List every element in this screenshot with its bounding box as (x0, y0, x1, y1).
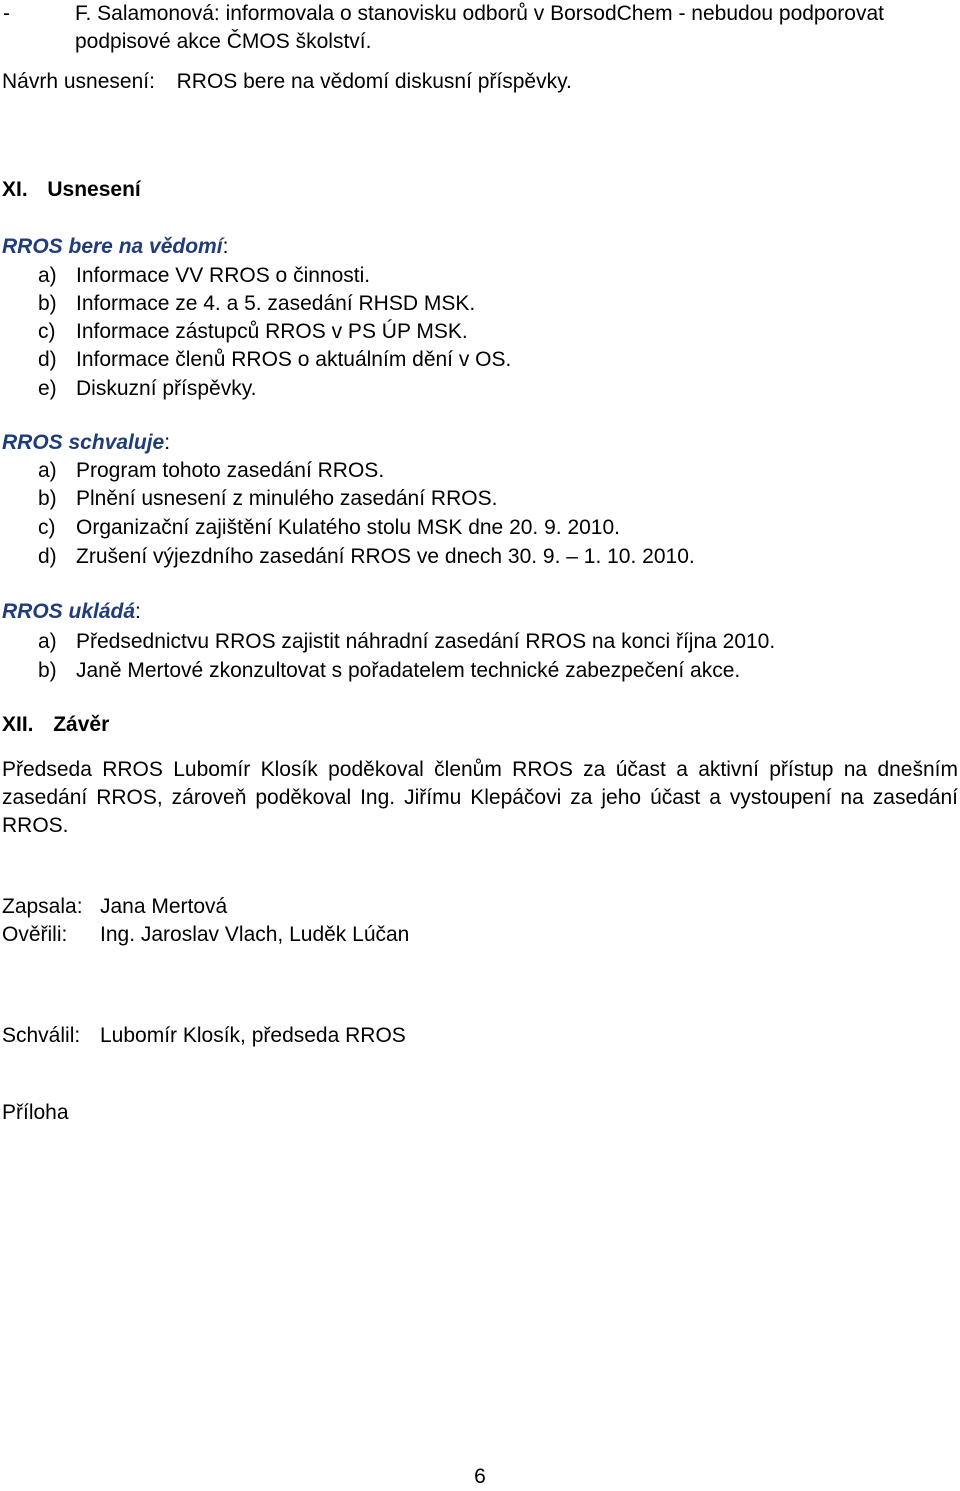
closing-paragraph: Předseda RROS Lubomír Klosík poděkoval členům RROS za účast a aktivní přístup na dnešním zasedání RROS, zároveň poděkoval Ing. Jiřímu Klepáčovi za jeho účast a vystoupení na zasedání RROS. (2, 758, 958, 837)
overili-value: Ing. Jaroslav Vlach, Luděk Lúčan (100, 923, 410, 946)
list-item: b) Plnění usnesení z minulého zasedání RROS. (38, 487, 498, 510)
list-item: b) Informace ze 4. a 5. zasedání RHSD MSK. (38, 292, 476, 315)
list-item: a) Informace VV RROS o činnosti. (38, 264, 371, 287)
schvaluje-heading (2, 429, 170, 457)
uklada-heading (2, 598, 141, 626)
section-xii-title: Závěr (53, 713, 110, 736)
intro-item-line2: podpisové akce ČMOS školství. (75, 30, 372, 53)
section-xi-heading (2, 176, 141, 204)
bere-heading-text: RROS bere na vědomí (2, 235, 223, 258)
list-item: b) Janě Mertové zkonzultovat s pořadatelem technické zabezpečení akce. (38, 659, 741, 682)
list-item: a) Program tohoto zasedání RROS. (38, 459, 385, 482)
schvaluje-heading-text: RROS schvaluje (2, 431, 165, 454)
section-xi-number: XI. (2, 178, 28, 201)
proposal-text: RROS bere na vědomí diskusní příspěvky. (176, 70, 572, 93)
list-item: e) Diskuzní příspěvky. (38, 377, 257, 400)
bere-colon: : (222, 235, 229, 258)
proposal-line (2, 68, 572, 96)
uklada-heading-text: RROS ukládá (2, 600, 136, 623)
list-item: c) Organizační zajištění Kulatého stolu MSK dne 20. 9. 2010. (38, 516, 621, 539)
schvalil-label: Schválil: (2, 1024, 81, 1047)
section-xi-title: Usnesení (47, 178, 141, 201)
zapsala-value: Jana Mertová (100, 895, 228, 918)
zapsala-label: Zapsala: (2, 895, 83, 918)
intro-item-line1: F. Salamonová: informovala o stanovisku odborů v BorsodChem - nebudou podporovat (75, 2, 884, 25)
bere-heading (2, 233, 228, 261)
overili-label: Ověřili: (2, 923, 68, 946)
schvalil-value: Lubomír Klosík, předseda RROS (100, 1024, 406, 1047)
section-xii-number: XII. (2, 713, 34, 736)
section-xii-heading (2, 711, 109, 739)
list-item: a) Předsednictvu RROS zajistit náhradní zasedání RROS na konci října 2010. (38, 630, 776, 653)
list-item: d) Zrušení výjezdního zasedání RROS ve dnech 30. 9. – 1. 10. 2010. (38, 545, 695, 568)
proposal-label: Návrh usnesení: (2, 70, 155, 93)
attachment-label: Příloha (2, 1101, 69, 1124)
list-item: c) Informace zástupců RROS v PS ÚP MSK. (38, 320, 468, 343)
list-item: d) Informace členů RROS o aktuálním dění v OS. (38, 348, 512, 371)
uklada-colon: : (135, 600, 141, 623)
page-number: 6 (474, 1465, 486, 1488)
list-dash: - (3, 2, 10, 25)
schvaluje-colon: : (164, 431, 171, 454)
